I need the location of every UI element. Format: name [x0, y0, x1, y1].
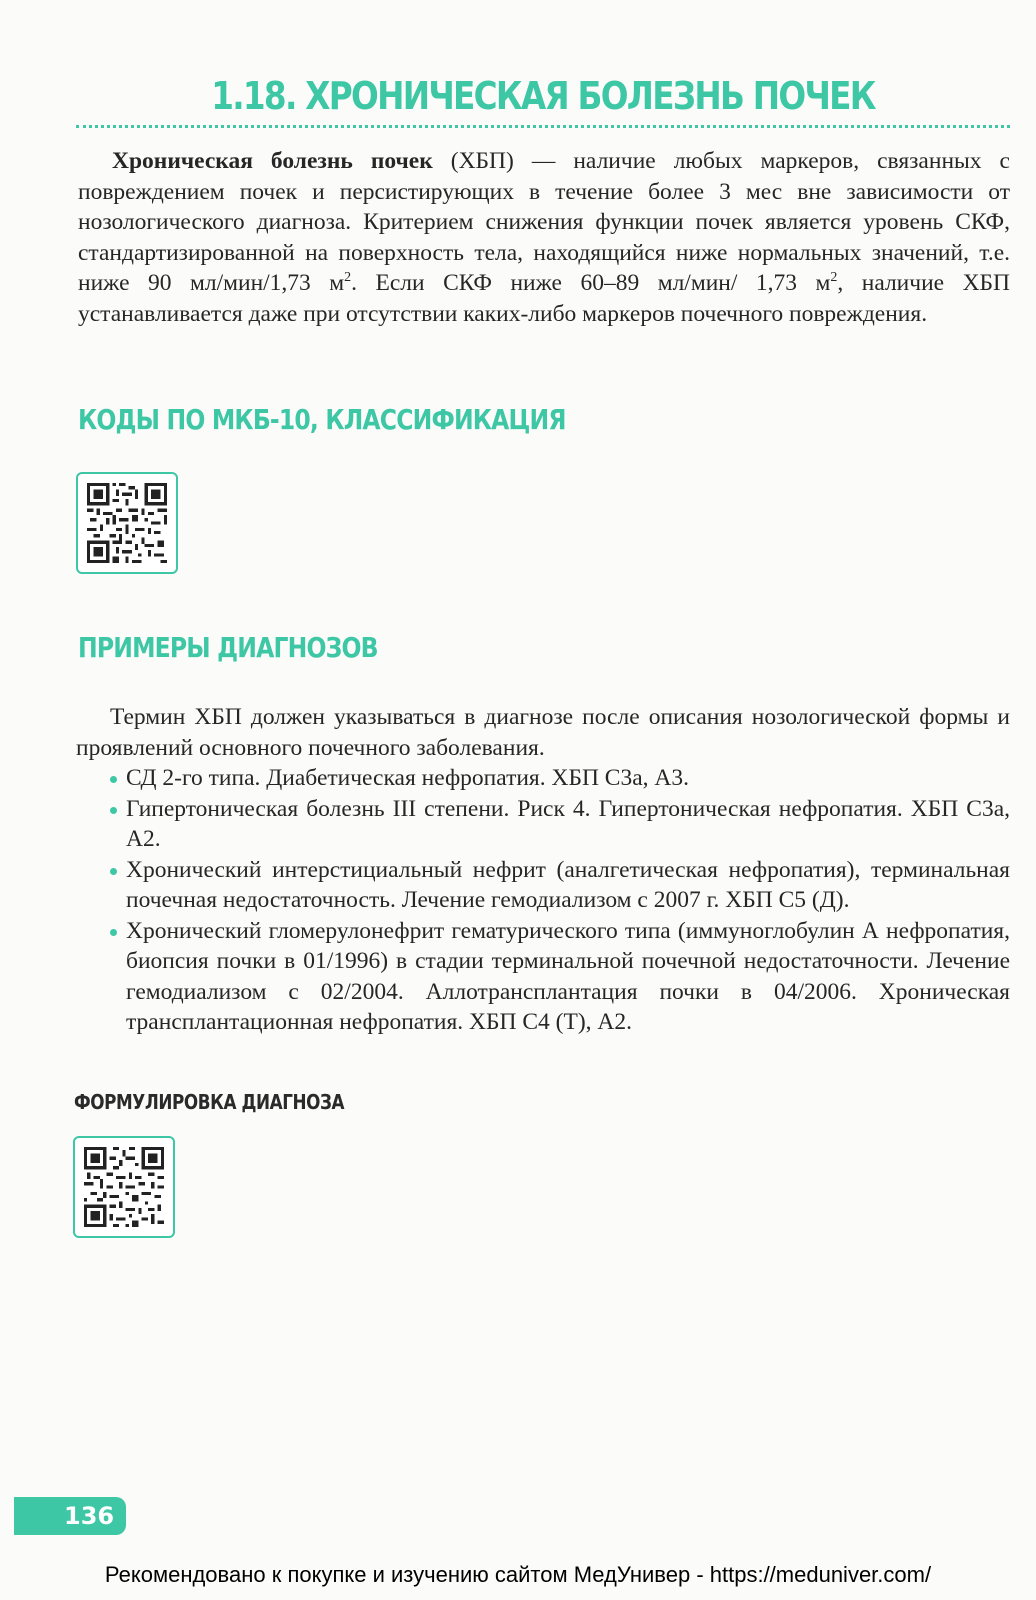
- list-item: Хронический гломерулонефрит гематурического типа (иммуноглобулин А нефропатия, биопсия почки в 01/1996) в стадии терминальной почечной недостаточности. Лечение гемодиализом с 02/2004. Аллотрансплантация почки в 04/2006. Хроническая трансплантационная нефропатия. ХБП С4 (Т), А2.: [76, 916, 1010, 1038]
- intro-text-1: (ХБП) — наличие любых маркеров, связанных с повреждением почек и персистирующих в течение более 3 мес вне зависимости от нозологического диагноза. Критерием снижения функции почек является уровень СКФ, стандартизированной на поверхность тела, находящийся ниже нормальных значений, т.е. ниже 90 мл/мин/1,73 м: [78, 148, 1010, 296]
- intro-term: Хроническая болезнь почек: [112, 148, 433, 174]
- intro-sup-1: 2: [344, 270, 352, 286]
- intro-text-3: , наличие ХБП устанавливается даже при отсутствии каких-либо маркеров почечного повреждения.: [78, 270, 1011, 327]
- examples-block: [76, 702, 1010, 1038]
- qr-code-codes[interactable]: [76, 472, 178, 574]
- list-item: Гипертоническая болезнь III степени. Риск 4. Гипертоническая нефропатия. ХБП С3а, А2.: [76, 794, 1010, 855]
- qr-code-icon: [87, 483, 167, 563]
- section-heading-examples: ПРИМЕРЫ ДИАГНОЗОВ: [78, 631, 378, 664]
- list-item: СД 2-го типа. Диабетическая нефропатия. ХБП С3а, А3.: [76, 763, 1010, 794]
- title-dotted-divider: [76, 125, 1010, 128]
- section-heading-formulation: ФОРМУЛИРОВКА ДИАГНОЗА: [74, 1090, 345, 1114]
- page-number: 136: [64, 1502, 115, 1530]
- intro-text-2: . Если СКФ ниже 60–89 мл/мин/ 1,73 м: [351, 270, 831, 296]
- list-item: Хронический интерстициальный нефрит (аналгетическая нефропатия), терминальная почечная недостаточность. Лечение гемодиализом с 2007 г. ХБП С5 (Д).: [76, 855, 1010, 916]
- footer-recommendation: Рекомендовано к покупке и изучению сайтом МедУнивер - https://meduniver.com/: [104, 1562, 932, 1587]
- examples-lead: Термин ХБП должен указываться в диагнозе после описания нозологической формы и проявлений основного почечного заболевания.: [76, 704, 1010, 761]
- intro-sup-2: 2: [830, 270, 838, 286]
- intro-paragraph: [78, 146, 1010, 329]
- section-heading-codes: КОДЫ ПО МКБ-10, КЛАССИФИКАЦИЯ: [78, 403, 566, 436]
- examples-list: [76, 763, 1010, 1038]
- chapter-title: 1.18. ХРОНИЧЕСКАЯ БОЛЕЗНЬ ПОЧЕК: [211, 74, 875, 118]
- qr-code-icon: [84, 1147, 164, 1227]
- qr-code-formulation[interactable]: [73, 1136, 175, 1238]
